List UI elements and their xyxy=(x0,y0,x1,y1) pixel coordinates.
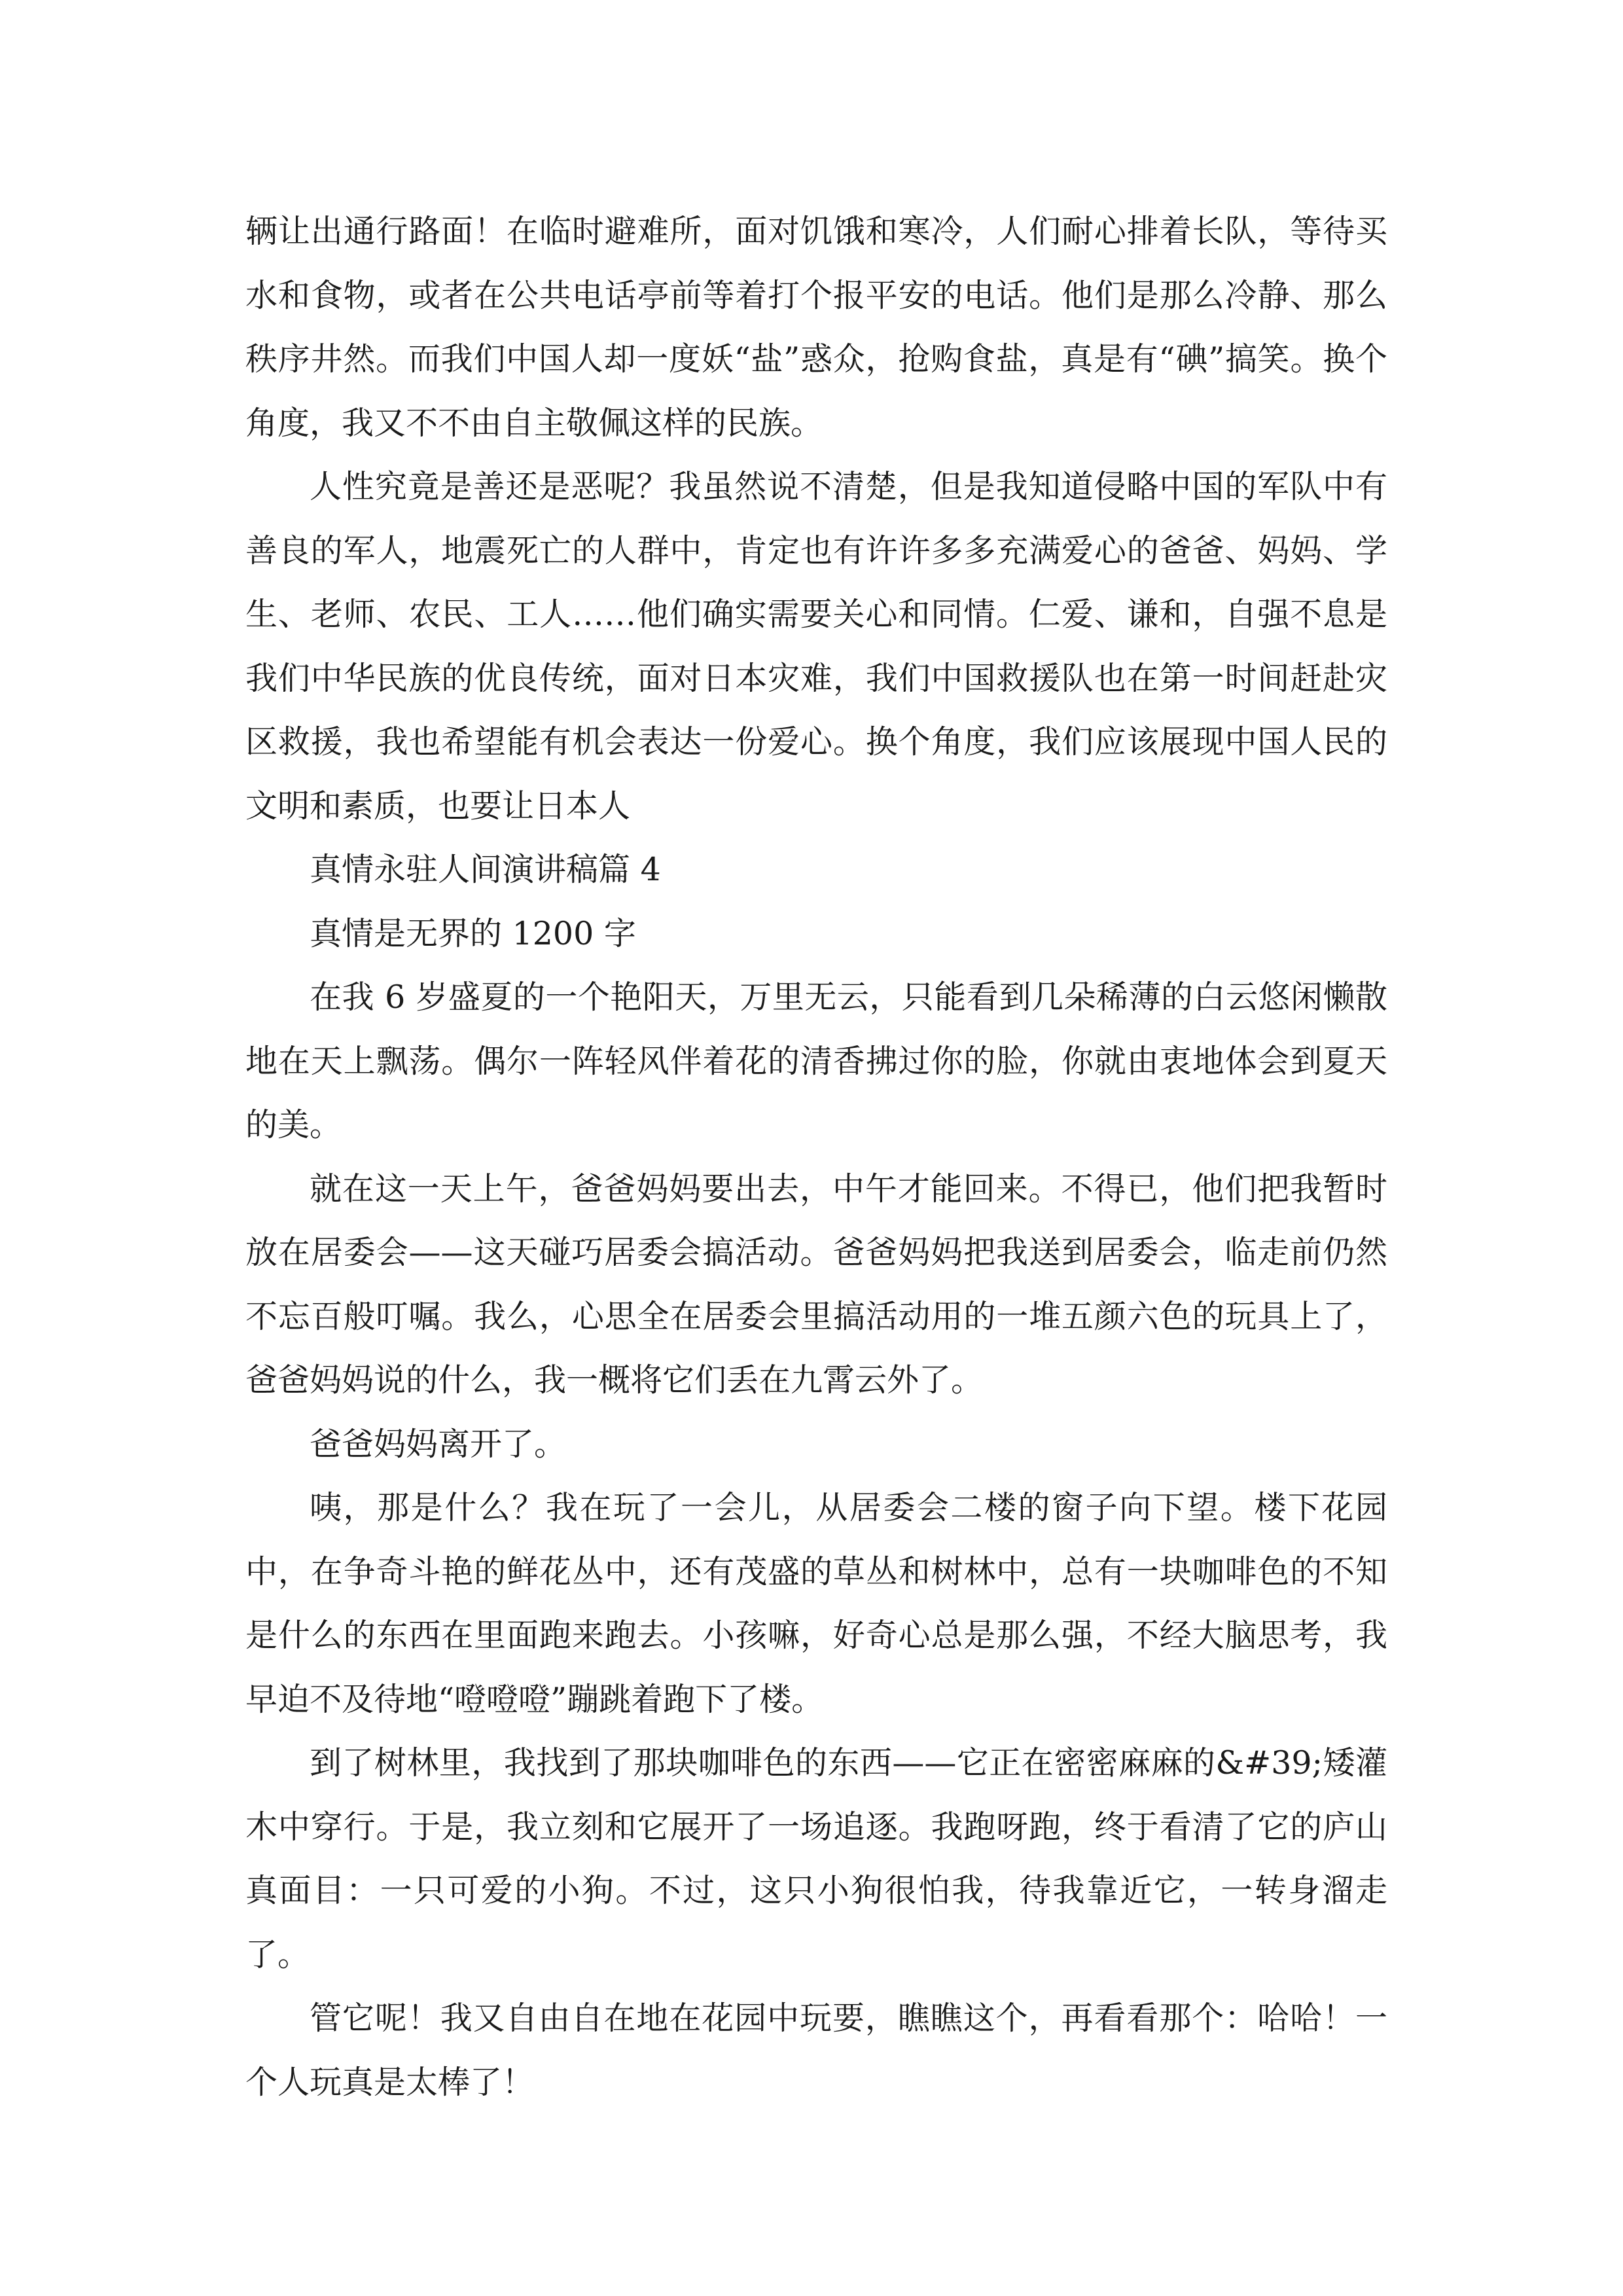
paragraph-human-nature: 人性究竟是善还是恶呢？我虽然说不清楚，但是我知道侵略中国的军队中有善良的军人，地震死亡的人群中，肯定也有许许多多充满爱心的爸爸、妈妈、学生、老师、农民、工人……他们确实需要关心和同情。仁爱、谦和，自强不息是我们中华民族的优良传统，面对日本灾难，我们中国救援队也在第一时间赶赴灾区救援，我也希望能有机会表达一份爱心。换个角度，我们应该展现中国人民的文明和素质，也要让日本人 xyxy=(245,468,1387,825)
paragraph-parents-gone: 爸爸妈妈离开了。 xyxy=(310,1425,567,1463)
paragraph-chase: 到了树林里，我找到了那块咖啡色的东西——它正在密密麻麻的&#39;矮灌木中穿行。于是，我立刻和它展开了一场追逐。我跑呀跑，终于看清了它的庐山真面目：一只可爱的小狗。不过，这只小狗很怕我，待我靠近它，一转身溜走了。 xyxy=(245,1744,1387,1973)
paragraph-play-alone: 管它呢！我又自由自在地在花园中玩要，瞧瞧这个，再看看那个：哈哈！一个人玩真是太棒了！ xyxy=(245,2000,1387,2101)
paragraph-summer-day: 在我 6 岁盛夏的一个艳阳天，万里无云，只能看到几朵稀薄的白云悠闲懒散地在天上飘荡。偶尔一阵轻风伴着花的清香拂过你的脸，你就由衷地体会到夏天的美。 xyxy=(245,978,1387,1143)
document-page xyxy=(245,200,1387,2114)
paragraph-continuation: 辆让出通行路面！在临时避难所，面对饥饿和寒冷，人们耐心排着长队，等待买水和食物，或者在公共电话亭前等着打个报平安的电话。他们是那么冷静、那么秩序井然。而我们中国人却一度妖“盐”惑众，抢购食盐，真是有“碘”搞笑。换个角度，我又不不由自主敬佩这样的民族。 xyxy=(245,213,1387,442)
section-title: 真情永驻人间演讲稿篇 4 xyxy=(310,851,661,888)
paragraph-curiosity: 咦，那是什么？我在玩了一会儿，从居委会二楼的窗子向下望。楼下花园中，在争奇斗艳的鲜花丛中，还有茂盛的草丛和树林中，总有一块咖啡色的不知是什么的东西在里面跑来跑去。小孩嘛，好奇心总是那么强，不经大脑思考，我早迫不及待地“噔噔噔”蹦跳着跑下了楼。 xyxy=(245,1489,1387,1718)
essay-title: 真情是无界的 1200 字 xyxy=(310,914,636,952)
paragraph-parents-leave: 就在这一天上午，爸爸妈妈要出去，中午才能回来。不得已，他们把我暂时放在居委会——这天碰巧居委会搞活动。爸爸妈妈把我送到居委会，临走前仍然不忘百般叮嘱。我么，心思全在居委会里搞活动用的一堆五颜六色的玩具上了，爸爸妈妈说的什么，我一概将它们丢在九霄云外了。 xyxy=(245,1170,1387,1399)
